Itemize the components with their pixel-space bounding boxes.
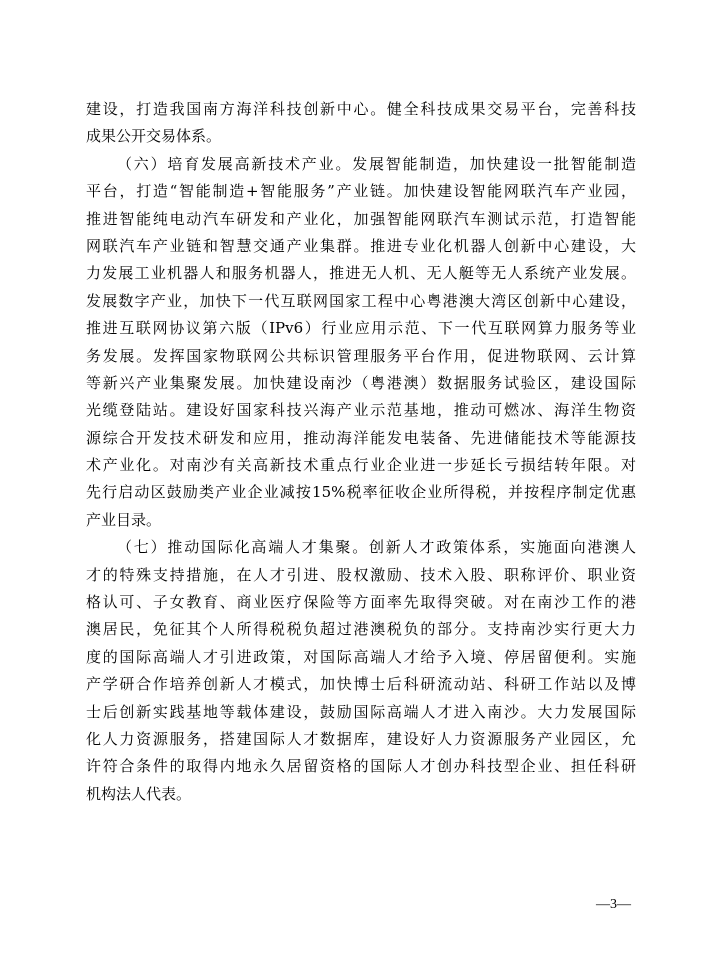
- text-line: 澳居民，免征其个人所得税税负超过港澳税负的部分。支持南沙实行更大力: [86, 620, 636, 639]
- text-line: 推进智能纯电动汽车研发和产业化，加强智能网联汽车测试示范，打造智能: [86, 209, 636, 228]
- paragraph-first-line: （七）推动国际化高端人才集聚。创新人才政策体系，实施面向港澳人: [117, 538, 636, 557]
- paragraph-first-line: （六）培育发展高新技术产业。发展智能制造，加快建设一批智能制造: [117, 154, 636, 173]
- text-line: 格认可、子女教育、商业医疗保险等方面率先取得突破。对在南沙工作的港: [86, 593, 636, 612]
- text-line: 机构法人代表。: [86, 784, 192, 803]
- body-text: [86, 96, 636, 808]
- text-line: 产业目录。: [86, 510, 162, 529]
- text-line: 力发展工业机器人和服务机器人，推进无人机、无人艇等无人系统产业发展。: [86, 264, 636, 283]
- text-line: 化人力资源服务，搭建国际人才数据库，建设好人力资源服务产业园区，允: [86, 729, 636, 748]
- text-line: 发展数字产业，加快下一代互联网国家工程中心粤港澳大湾区创新中心建设，: [86, 291, 636, 310]
- paragraph-continuation: [86, 96, 636, 151]
- page-number: —3—: [596, 897, 631, 912]
- text-line: 推进互联网协议第六版（IPv6）行业应用示范、下一代互联网算力服务等业: [86, 319, 636, 338]
- text-line: 平台，打造“智能制造+智能服务”产业链。加快建设智能网联汽车产业园，: [86, 182, 636, 201]
- text-line: 士后创新实践基地等载体建设，鼓励国际高端人才进入南沙。大力发展国际: [86, 702, 636, 721]
- text-line: 等新兴产业集聚发展。加快建设南沙（粤港澳）数据服务试验区，建设国际: [86, 373, 636, 392]
- text-line: 术产业化。对南沙有关高新技术重点行业企业进一步延长亏损结转年限。对: [86, 456, 636, 475]
- text-line: 源综合开发技术研发和应用，推动海洋能发电装备、先进储能技术等能源技: [86, 428, 636, 447]
- text-line: 先行启动区鼓励类产业企业减按15%税率征收企业所得税，并按程序制定优惠: [86, 483, 636, 502]
- text-line: 许符合条件的取得内地永久居留资格的国际人才创办科技型企业、担任科研: [86, 757, 636, 776]
- text-line: 网联汽车产业链和智慧交通产业集群。推进专业化机器人创新中心建设，大: [86, 236, 636, 255]
- paragraph-section-7: [86, 534, 636, 808]
- text-line: 产学研合作培养创新人才模式，加快博士后科研流动站、科研工作站以及博: [86, 675, 636, 694]
- text-line: 务发展。发挥国家物联网公共标识管理服务平台作用，促进物联网、云计算: [86, 346, 636, 365]
- text-line: 成果公开交易体系。: [86, 127, 222, 146]
- text-line: 度的国际高端人才引进政策，对国际高端人才给予入境、停居留便利。实施: [86, 647, 636, 666]
- text-line: 建设，打造我国南方海洋科技创新中心。健全科技成果交易平台，完善科技: [86, 100, 636, 118]
- text-line: 才的特殊支持措施，在人才引进、股权激励、技术入股、职称评价、职业资: [86, 565, 636, 584]
- text-line: 光缆登陆站。建设好国家科技兴海产业示范基地，推动可燃冰、海洋生物资: [86, 401, 636, 420]
- paragraph-section-6: [86, 151, 636, 534]
